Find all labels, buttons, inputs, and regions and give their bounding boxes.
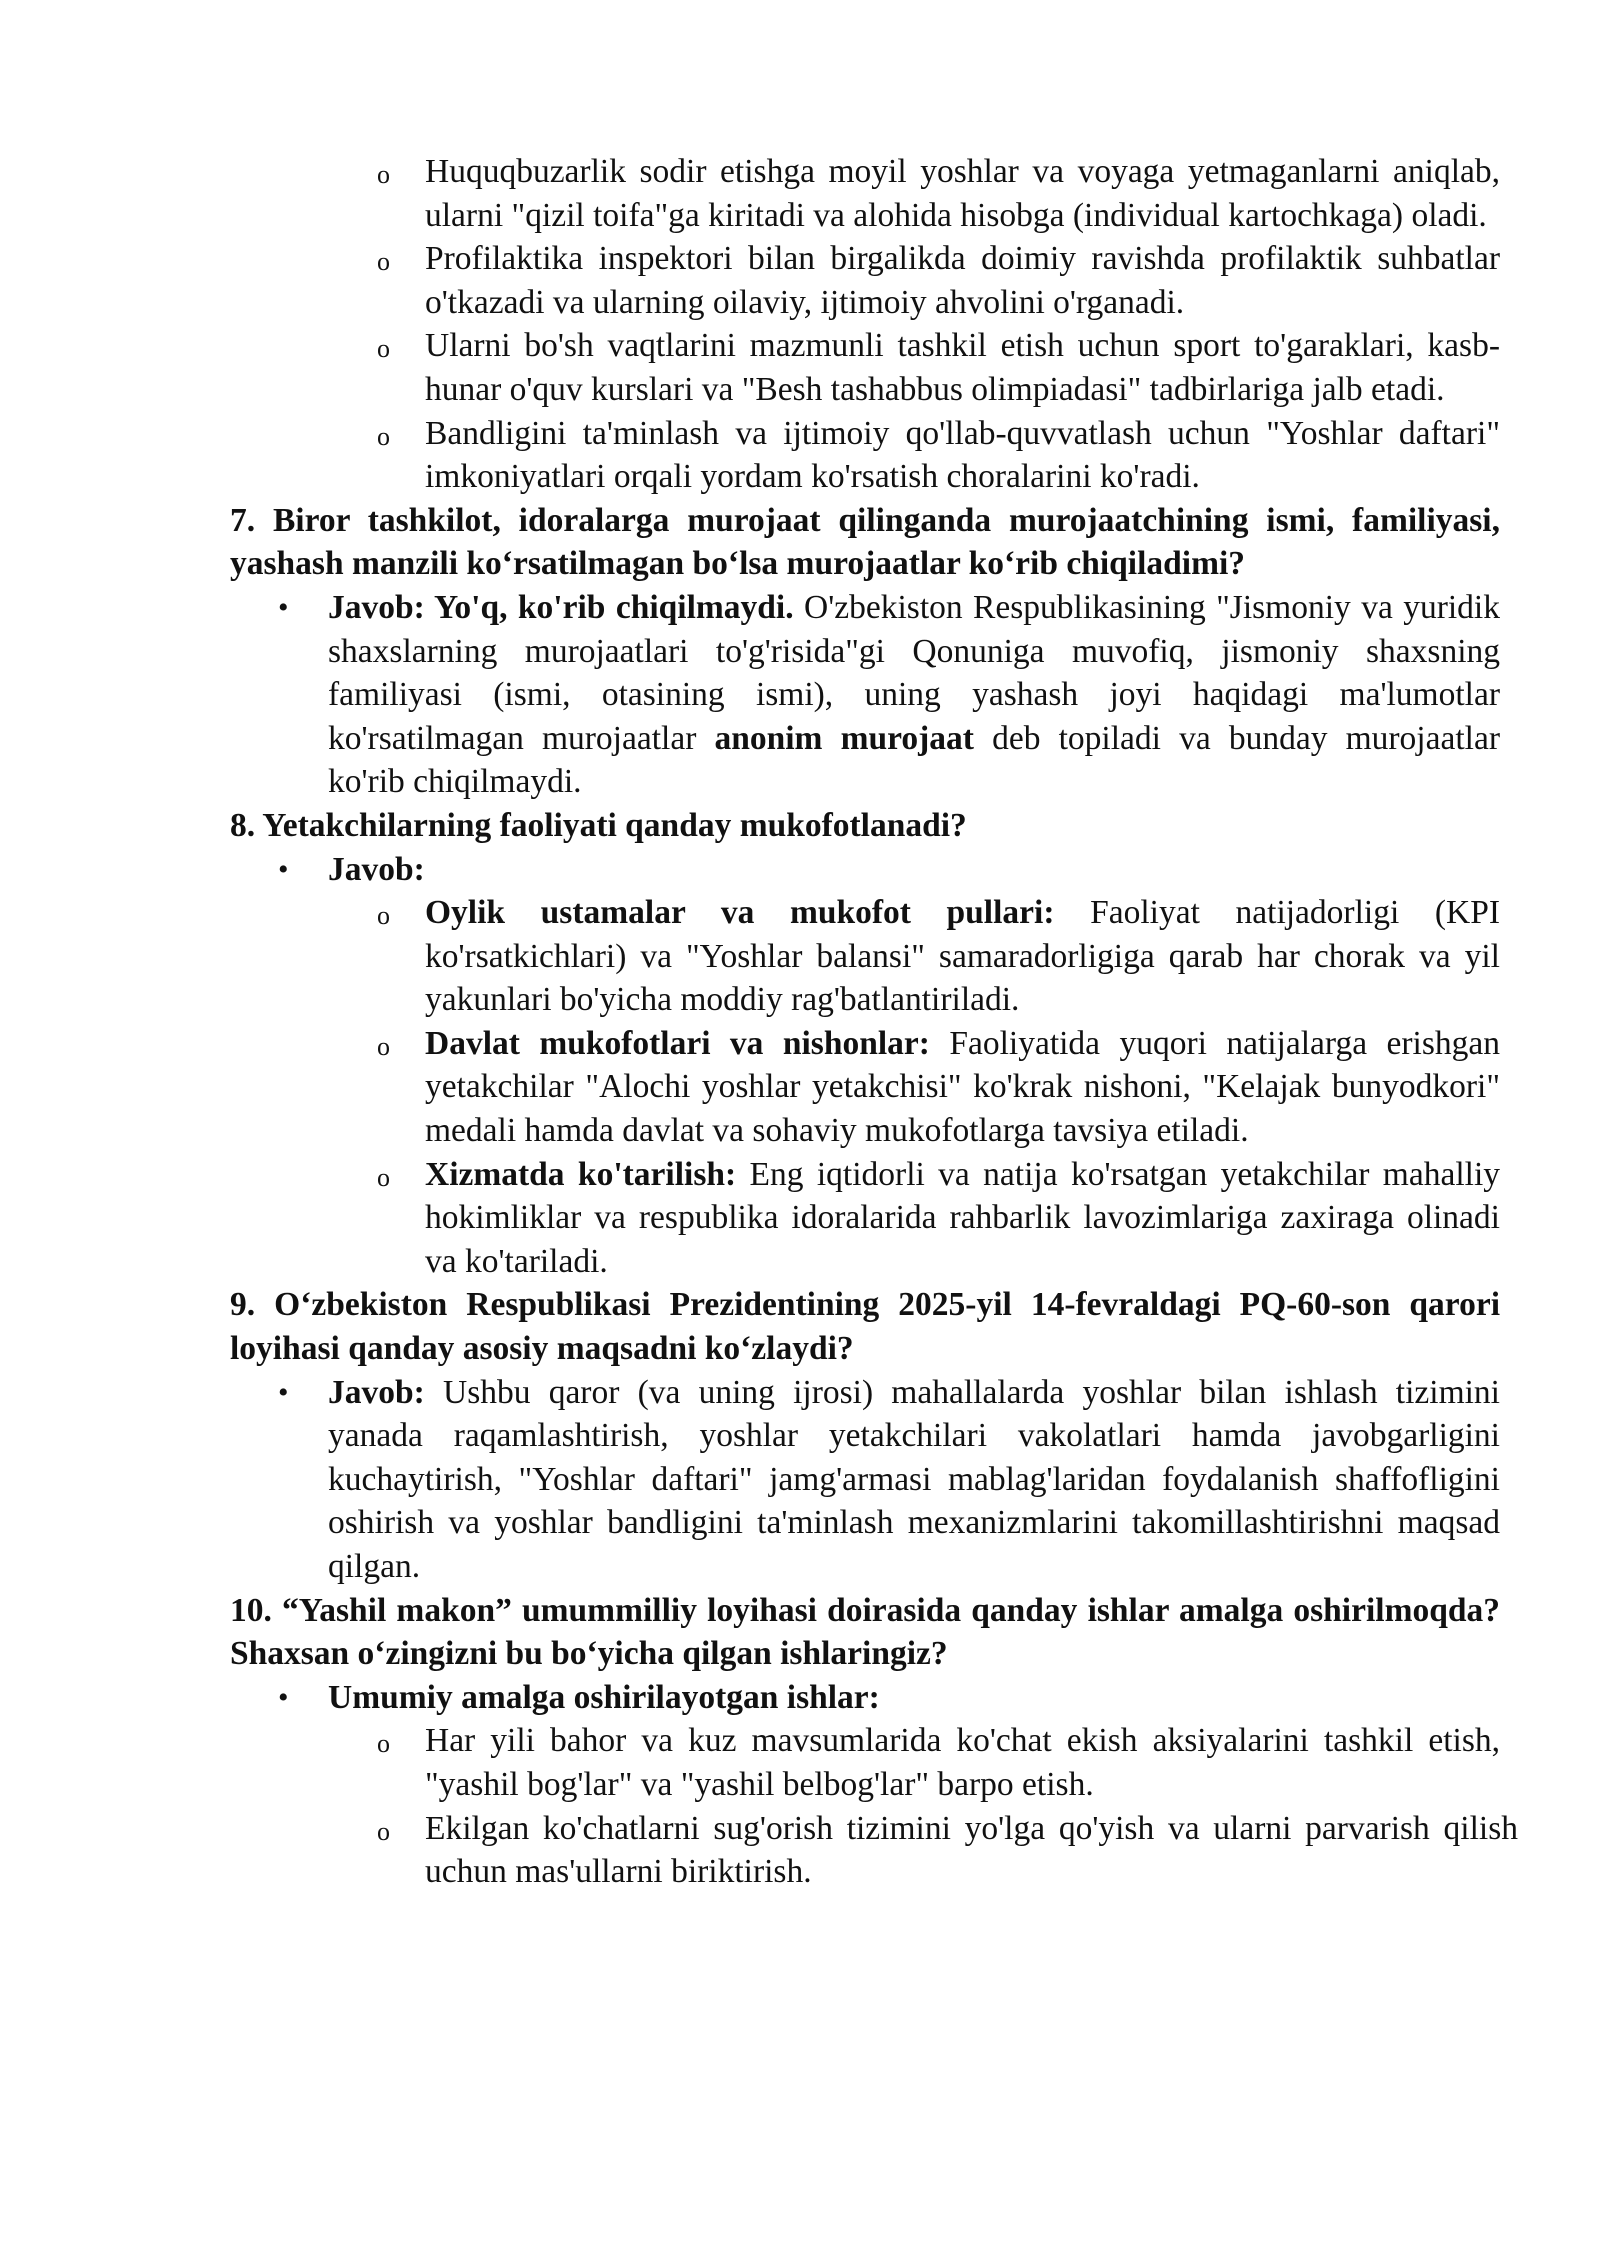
circle-bullet-icon: o	[377, 1729, 390, 1759]
list-item	[230, 1807, 1518, 1894]
answer-bold-lead: Javob:	[328, 1373, 425, 1411]
circle-bullet-icon: o	[377, 334, 390, 364]
answer-bold-term: anonim murojaat	[714, 719, 974, 757]
list-item-text: Har yili bahor va kuz mavsumlarida ko'chat ekish aksiyalarini tashkil etish, "yashil bog'lar" va "yashil belbog'lar" barpo etish.	[425, 1722, 1500, 1803]
list-item	[230, 237, 1500, 324]
list-item-bold: Xizmatda ko'tarilish:	[425, 1155, 737, 1193]
question-8-answer-label	[230, 848, 1500, 892]
list-item-text: Faoliyat natijadorligi (KPI ko'rsatkichlari) va "Yoshlar balansi" samaradorligiga qarab har chorak va yil yakunlari bo'yicha moddiy rag'batlantiriladi.	[425, 894, 1500, 1019]
list-item	[230, 891, 1500, 1022]
answer-bold-lead: Javob: Yo'q, ko'rib chiqilmaydi.	[328, 588, 794, 626]
answer-text: Ushbu qaror (va uning ijrosi) mahallalarda yoshlar bilan ishlash tizimini yanada raqamlashtirish, yoshlar yetakchilari vakolatlari hamda javobgarligini kuchaytirish, "Yoshlar daftari" jamg'armasi mablag'laridan foydalanish shaffofligini oshirish va yoshlar bandligini ta'minlash mexanizmlarini takomillashtirishni maqsad qilgan.	[328, 1373, 1500, 1585]
question-8-heading: 8. Yetakchilarning faoliyati qanday mukofotlanadi?	[230, 806, 967, 844]
bullet-icon: •	[278, 1375, 289, 1409]
circle-bullet-icon: o	[377, 247, 390, 277]
list-item-text: Ekilgan ko'chatlarni sug'orish tizimini yo'lga qo'yish va ularni parvarish qilish uchun mas'ullarni biriktirish.	[425, 1809, 1518, 1891]
list-item	[230, 1022, 1500, 1153]
list-item-bold: Davlat mukofotlari va nishonlar:	[425, 1024, 930, 1062]
bullet-icon: •	[278, 1680, 289, 1714]
answer-text: O'zbekiston Respublikasining "Jismoniy va yuridik shaxslarning murojaatlari to'g'risida"gi Qonuniga muvofiq, jismoniy shaxsning familiyasi (ismi, otasining ismi), uning yashash joyi haqidagi ma'lumotlar ko'rsatilmagan murojaatlar	[328, 588, 1500, 757]
list-item	[230, 1153, 1500, 1284]
list-item-text: Profilaktika inspektori bilan birgalikda doimiy ravishda profilaktik suhbatlar o'tkazadi va ularning oilaviy, ijtimoiy ahvolini o'rganadi.	[425, 240, 1500, 321]
circle-bullet-icon: o	[377, 160, 390, 189]
list-item-text: Huquqbuzarlik sodir etishga moyil yoshlar va voyaga yetmaganlarni aniqlab, ularni "qizil toifa"ga kiritadi va alohida hisobga (individual kartochkaga) oladi.	[425, 153, 1500, 234]
question-9-answer	[230, 1371, 1500, 1589]
question-9-heading: 9. Oʻzbekiston Respublikasi Prezidentining 2025-yil 14-fevraldagi PQ-60-son qarori loyihasi qanday asosiy maqsadni koʻzlaydi?	[230, 1286, 1500, 1368]
list-item	[230, 324, 1500, 411]
list-item	[230, 1719, 1500, 1806]
circle-bullet-icon: o	[377, 901, 390, 931]
bullet-icon: •	[278, 852, 289, 886]
question-7-answer	[230, 586, 1500, 804]
circle-bullet-icon: o	[377, 1031, 390, 1061]
list-item-text: Ularni bo'sh vaqtlarini mazmunli tashkil etish uchun sport to'garaklari, kasb-hunar o'quv kurslari va "Besh tashabbus olimpiadasi" tadbirlariga jalb etadi.	[425, 327, 1500, 408]
bullet-icon: •	[278, 590, 289, 624]
list-item-text: Bandligini ta'minlash va ijtimoiy qo'llab-quvvatlash uchun "Yoshlar daftari" imkoniyatlari orqali yordam ko'rsatish choralarini ko'radi.	[425, 414, 1500, 496]
list-item-text: Eng iqtidorli va natija ko'rsatgan yetakchilar mahalliy hokimliklar va respublika idoralarida rahbarlik lavozimlariga zaxiraga olinadi va ko'tariladi.	[425, 1155, 1500, 1280]
sub-list-continued	[230, 150, 1500, 499]
circle-bullet-icon: o	[377, 421, 390, 451]
answer-label: Javob:	[328, 850, 425, 888]
question-10-heading: 10. “Yashil makon” umummilliy loyihasi doirasida qanday ishlar amalga oshirilmoqda? Shaxsan oʻzingizni bu boʻyicha qilgan ishlaringiz?	[230, 1591, 1500, 1673]
question-7-heading: 7. Biror tashkilot, idoralarga murojaat qilinganda murojaatchining ismi, familiyasi, yashash manzili koʻrsatilmagan boʻlsa murojaatlar koʻrib chiqiladimi?	[230, 501, 1500, 583]
document-page	[230, 150, 1518, 1894]
list-item	[230, 150, 1500, 237]
list-item	[230, 412, 1500, 499]
list-item-text: Faoliyatida yuqori natijalarga erishgan yetakchilar "Alochi yoshlar yetakchisi" ko'krak nishoni, "Kelajak bunyodkori" medali hamda davlat va sohaviy mukofotlarga tavsiya etiladi.	[425, 1024, 1500, 1150]
list-item-bold: Oylik ustamalar va mukofot pullari:	[425, 894, 1055, 932]
answer-label: Umumiy amalga oshirilayotgan ishlar:	[328, 1678, 880, 1716]
circle-bullet-icon: o	[377, 1162, 390, 1192]
circle-bullet-icon: o	[377, 1816, 390, 1846]
answer-text-end: deb topiladi va bunday murojaatlar ko'rib chiqilmaydi.	[328, 719, 1500, 801]
question-10-answer-label	[230, 1676, 1500, 1720]
